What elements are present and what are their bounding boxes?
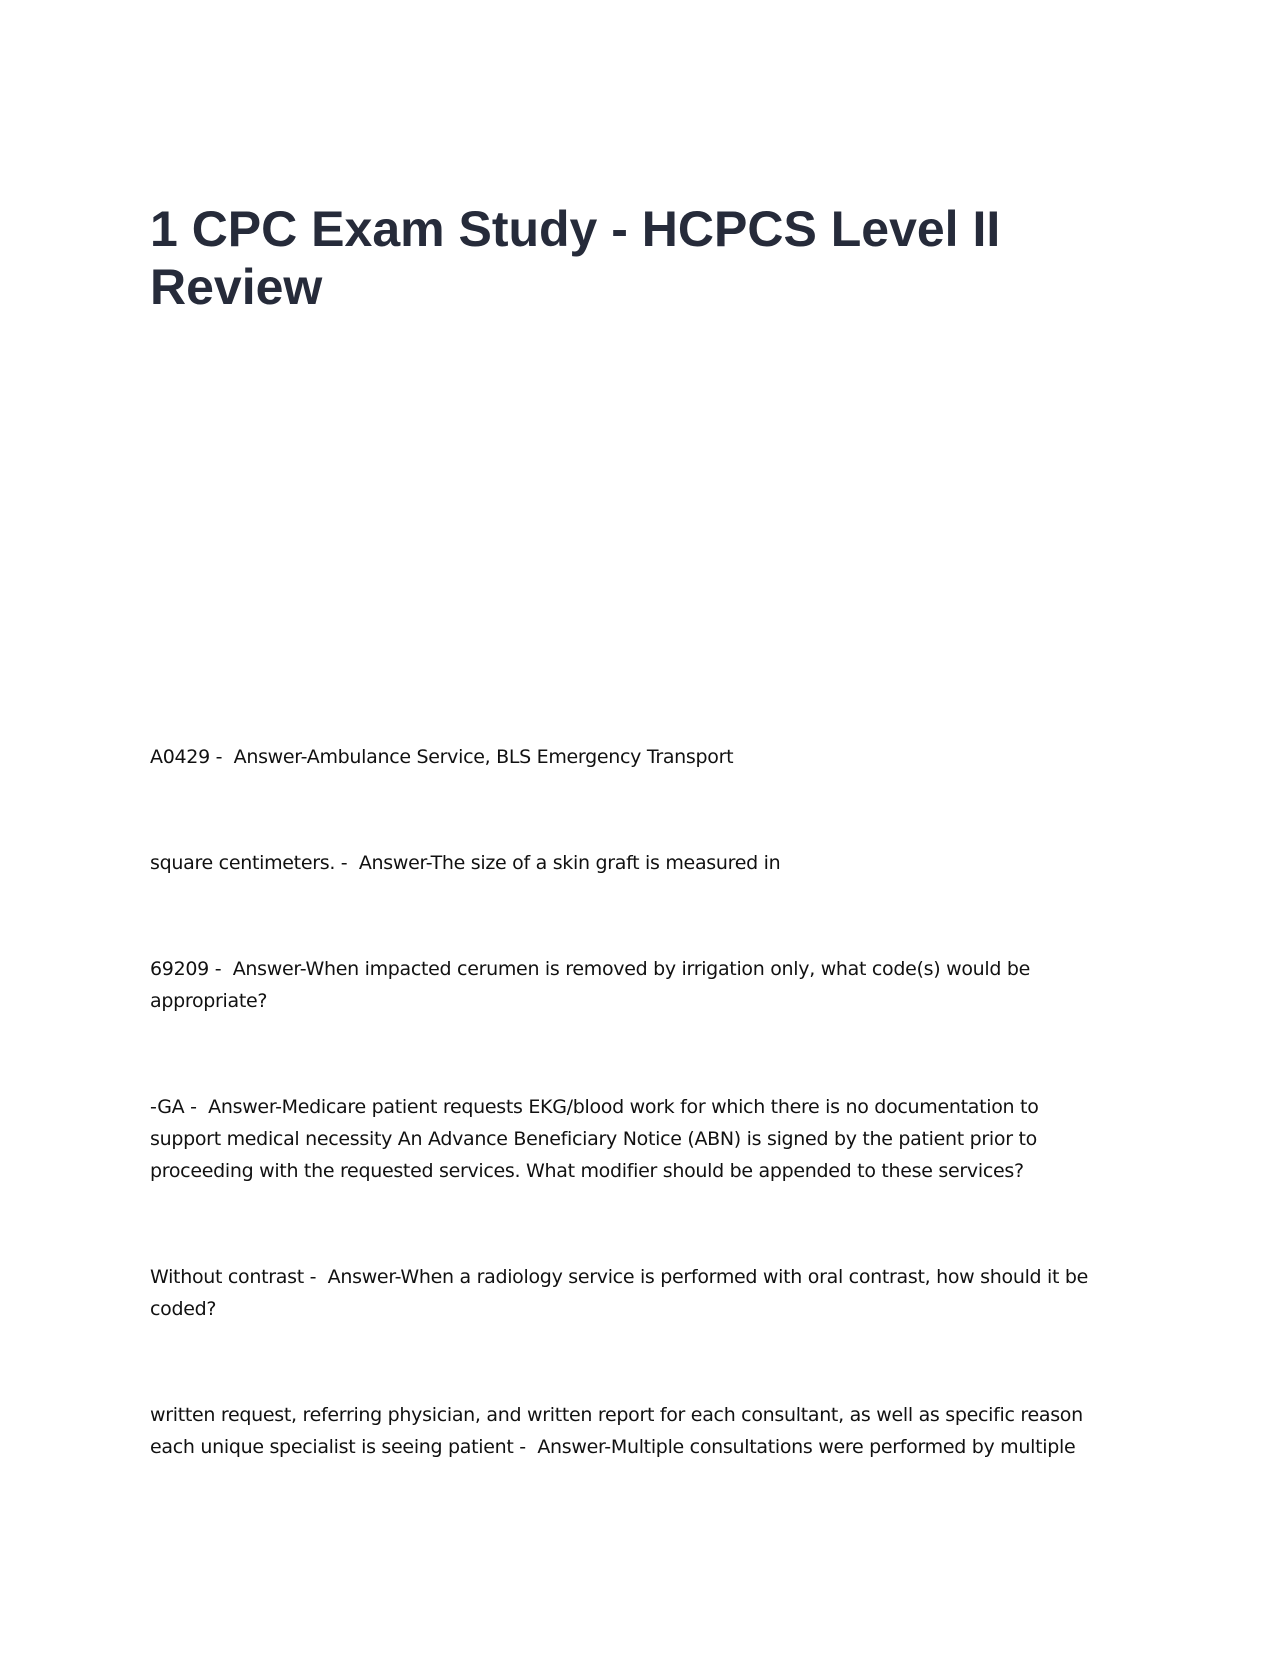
- entry-answer: Answer-Medicare patient requests EKG/blood work for which there is no documentation to support medical necessity An Advance Beneficiary Notice (ABN) is signed by the patient prior to proceeding with the requested services. What modifier should be appended to these services?: [150, 1096, 1045, 1182]
- entry-separator: -: [208, 958, 233, 980]
- qa-entry: [150, 1091, 1110, 1187]
- entry-term: Without contrast: [150, 1266, 304, 1288]
- entry-term: 69209: [150, 958, 209, 980]
- entry-answer: Answer-When a radiology service is performed with oral contrast, how should it be coded?: [150, 1266, 1094, 1320]
- entry-answer: Answer-Multiple consultations were performed by multiple: [537, 1436, 1076, 1458]
- qa-entry: [150, 953, 1110, 1017]
- entry-term: written request, referring physician, and written report for each consultant, as well as specific reason each unique specialist is seeing patient: [150, 1404, 1089, 1458]
- entry-separator: -: [513, 1436, 538, 1458]
- entry-answer: Answer-The size of a skin graft is measured in: [358, 852, 781, 874]
- qa-entry: [150, 1261, 1110, 1325]
- entry-answer: Answer-When impacted cerumen is removed by irrigation only, what code(s) would be appropriate?: [150, 958, 1036, 1012]
- entry-separator: -: [209, 746, 234, 768]
- entry-answer: Answer-Ambulance Service, BLS Emergency Transport: [233, 746, 734, 768]
- entry-term: A0429: [150, 746, 210, 768]
- qa-entry: [150, 741, 1110, 773]
- entry-term: square centimeters.: [150, 852, 336, 874]
- entry-term: -GA: [150, 1096, 185, 1118]
- entry-separator: -: [303, 1266, 328, 1288]
- qa-entry: [150, 847, 1110, 879]
- qa-entry: [150, 1399, 1110, 1463]
- entry-separator: -: [335, 852, 359, 874]
- page-title: 1 CPC Exam Study - HCPCS Level II Review: [150, 201, 1001, 315]
- entry-separator: -: [184, 1096, 209, 1118]
